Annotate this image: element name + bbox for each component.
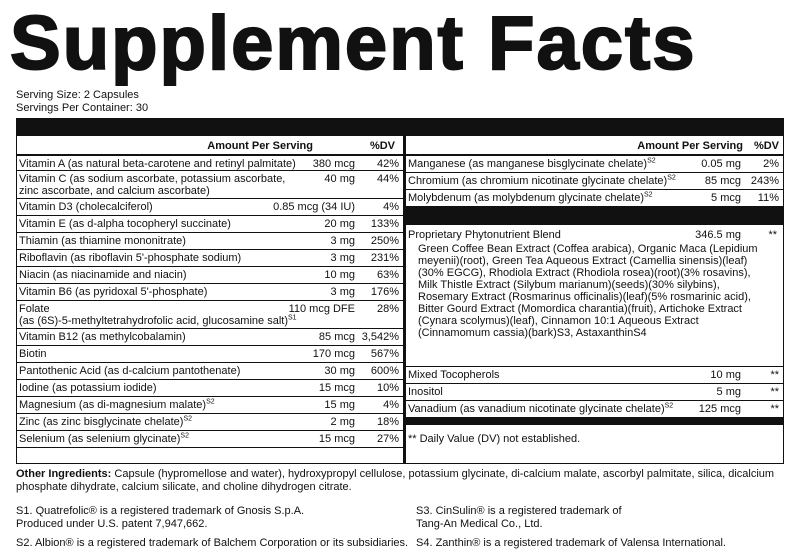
nutrient-row [17,346,403,363]
nutrient-dv: 18% [376,416,399,428]
dv-header: %DV [369,140,395,152]
blend-amount: 346.5 mg [695,229,741,241]
nutrient-amount: 15 mg [324,399,355,411]
nutrient-dv: 133% [370,218,399,230]
nutrient-dv: 567% [370,348,399,360]
footnote-marker: S1 [288,314,297,322]
left-header [17,136,403,156]
nutrient-dv: 600% [370,365,399,377]
footnote-marker: S2 [183,415,193,423]
left-column [17,136,403,448]
black-separator [406,207,783,225]
nutrient-row [406,384,783,401]
nutrient-row [17,329,403,346]
nutrient-name: Vitamin C (as sodium ascorbate, potassium ascorbate, zinc ascorbate, and calcium ascorbate) [19,173,286,197]
nutrient-name: Magnesium (as di-magnesium malate)$^{S2}$ [19,398,215,411]
trademark-s4: S4. Zanthin® is a registered trademark of Valensa International. [416,537,726,549]
proprietary-blend [406,225,783,367]
nutrient-amount: 5 mg [716,386,741,398]
nutrient-amount: 15 mcg [318,382,355,394]
nutrient-name: Vitamin A (as natural beta-carotene and retinyl palmitate) [19,158,296,170]
nutrient-row [17,301,403,329]
nutrient-name: Riboflavin (as riboflavin 5'-phosphate sodium) [19,252,242,264]
nutrient-name: Mixed Tocopherols [408,369,500,381]
nutrient-row [406,156,783,173]
nutrient-dv: 243% [750,175,779,187]
other-ingredients [16,468,788,493]
amount-header: Amount Per Serving [207,140,313,152]
nutrient-dv: 63% [376,269,399,281]
nutrient-dv: ** [770,403,779,415]
nutrient-dv: 4% [383,201,399,213]
top-bar [17,119,783,136]
nutrient-name: Vanadium (as vanadium nicotinate glycinate chelate)$^{S2}$ [408,402,674,415]
nutrient-dv: 231% [370,252,399,264]
dv-footnote: ** Daily Value (DV) not established. [408,433,581,445]
blend-name: Proprietary Phytonutrient Blend [408,229,561,241]
serving-size: Serving Size: 2 Capsules [16,89,139,101]
nutrient-dv: ** [770,386,779,398]
nutrient-row [17,380,403,397]
blend-dv: ** [768,229,777,241]
trademark-s3: S3. CinSulin® is a registered trademark of [416,505,622,517]
nutrient-amount: 2 mg [330,416,355,428]
nutrient-row [406,173,783,190]
nutrient-dv: 10% [376,382,399,394]
trademark-s1: S1. Quatrefolic® is a registered trademark of Gnosis S.p.A. [16,505,305,517]
blend-description: Green Coffee Bean Extract (Coffea arabica), Organic Maca (Lepidium meyenii)(root), Green Tea Aqueous Extract (Camellia sinensis)(leaf)(30% EGCG), Rhodiola Extract (Rhodiola rosea)(root)(3% rosavins), Milk Thistle Extract (Silybum marianum)(seeds)(30% silybins), Rosemary Extract (Rosmarinus officinalis)(leaf)(5% rosmarinic acid), Bitter Gourd Extract (Momordica charantia)(fruit), Artichoke Extract (Cynara scolymus)(leaf), Cinnamon 10:1 Aqueous Extract (Cinnamomum cassia)(bark)S3, AstaxanthinS4 [418,243,758,339]
nutrient-name: Niacin (as niacinamide and niacin) [19,269,187,281]
nutrient-amount: 380 mcg [312,158,355,170]
nutrient-name: Chromium (as chromium nicotinate glycinate chelate)$^{S2}$ [408,174,676,187]
right-header [406,136,783,156]
nutrient-amount: 10 mg [710,369,741,381]
nutrient-row [406,401,783,418]
footnote-marker: S2 [180,432,189,440]
footnote-marker: S2 [206,398,215,406]
nutrient-name: Biotin [19,348,47,360]
nutrient-dv: 3,542% [361,331,399,343]
footnote-marker: S2 [664,402,674,410]
nutrient-name: Inositol [408,386,443,398]
black-separator [406,418,783,425]
nutrient-amount: 30 mg [324,365,355,377]
nutrient-name: Thiamin (as thiamine mononitrate) [19,235,186,247]
nutrient-row [17,216,403,233]
nutrient-row [17,363,403,380]
nutrient-row [17,414,403,431]
footnote-marker: S2 [644,191,653,199]
nutrient-name: Selenium (as selenium glycinate)$^{S2}$ [19,432,189,445]
nutrient-dv: 4% [383,399,399,411]
nutrient-dv: ** [770,369,779,381]
nutrient-row [406,190,783,207]
other-label: Other Ingredients: [16,468,112,480]
trademark-s1-patent: Produced under U.S. patent 7,947,662. [16,518,208,530]
nutrient-dv: 27% [376,433,399,445]
nutrient-row [17,267,403,284]
nutrient-dv: 250% [370,235,399,247]
nutrient-amount: 5 mcg [711,192,741,204]
nutrient-amount: 40 mg [324,173,355,185]
nutrient-amount: 0.05 mg [701,158,741,170]
nutrient-row [406,367,783,384]
footnote-marker: S2 [647,157,656,165]
nutrient-amount: 85 mcg [318,331,355,343]
nutrient-name: Vitamin B12 (as methylcobalamin) [19,331,186,343]
nutrient-name: Folate (as (6S)-5-methyltetrahydrofolic acid, glucosamine salt)$^{S1}$ [19,303,297,327]
nutrient-row [17,171,403,199]
nutrient-row [17,199,403,216]
dv-header: %DV [753,140,779,152]
nutrient-amount: 10 mg [324,269,355,281]
facts-panel [16,118,784,464]
nutrient-name: Molybdenum (as molybdenum glycinate chelate)$^{S2}$ [408,191,653,204]
amount-header: Amount Per Serving [637,140,743,152]
nutrient-amount: 110 mcg DFE [288,303,355,315]
nutrient-amount: 3 mg [330,235,355,247]
right-column [406,136,783,447]
nutrient-amount: 125 mcg [698,403,741,415]
nutrient-row [17,397,403,414]
nutrient-amount: 3 mg [330,286,355,298]
nutrient-row [17,233,403,250]
nutrient-row [17,156,403,171]
nutrient-row [17,250,403,267]
nutrient-dv: 44% [376,173,399,185]
nutrient-dv: 176% [370,286,399,298]
nutrient-amount: 20 mg [324,218,355,230]
nutrient-name: Vitamin B6 (as pyridoxal 5'-phosphate) [19,286,208,298]
nutrient-name: Vitamin E (as d-alpha tocopheryl succinate) [19,218,231,230]
footnote-row [406,425,783,447]
nutrient-name: Pantothenic Acid (as d-calcium pantothenate) [19,365,241,377]
footnote-marker: S2 [667,174,676,182]
nutrient-amount: 0.85 mcg (34 IU) [273,201,355,213]
nutrient-dv: 2% [763,158,779,170]
nutrient-dv: 11% [757,192,779,204]
nutrient-amount: 15 mcg [318,433,355,445]
nutrient-name: Manganese (as manganese bisglycinate chelate)$^{S2}$ [408,157,656,170]
nutrient-amount: 85 mcg [704,175,741,187]
nutrient-name: Vitamin D3 (cholecalciferol) [19,201,153,213]
nutrient-row [17,431,403,448]
trademark-s3-company: Tang-An Medical Co., Ltd. [416,518,543,530]
nutrient-dv: 28% [376,303,399,315]
nutrient-name: Iodine (as potassium iodide) [19,382,157,394]
nutrient-name: Zinc (as zinc bisglycinate chelate)$^{S2}$ [19,415,193,428]
nutrient-row [17,284,403,301]
nutrient-amount: 170 mcg [312,348,355,360]
trademark-s2: S2. Albion® is a registered trademark of Balchem Corporation or its subsidiaries. [16,537,409,549]
other-text: Capsule (hypromellose and water), hydroxypropyl cellulose, potassium glycinate, di-calcium malate, ascorbyl palmitate, silica, dicalcium phosphate dihydrate, calcium silicate, and choline dihydrogen citrate. [16,468,775,493]
page-title: Supplement Facts [10,1,697,86]
nutrient-amount: 3 mg [330,252,355,264]
servings-per-container: Servings Per Container: 30 [16,102,149,114]
nutrient-dv: 42% [376,158,399,170]
